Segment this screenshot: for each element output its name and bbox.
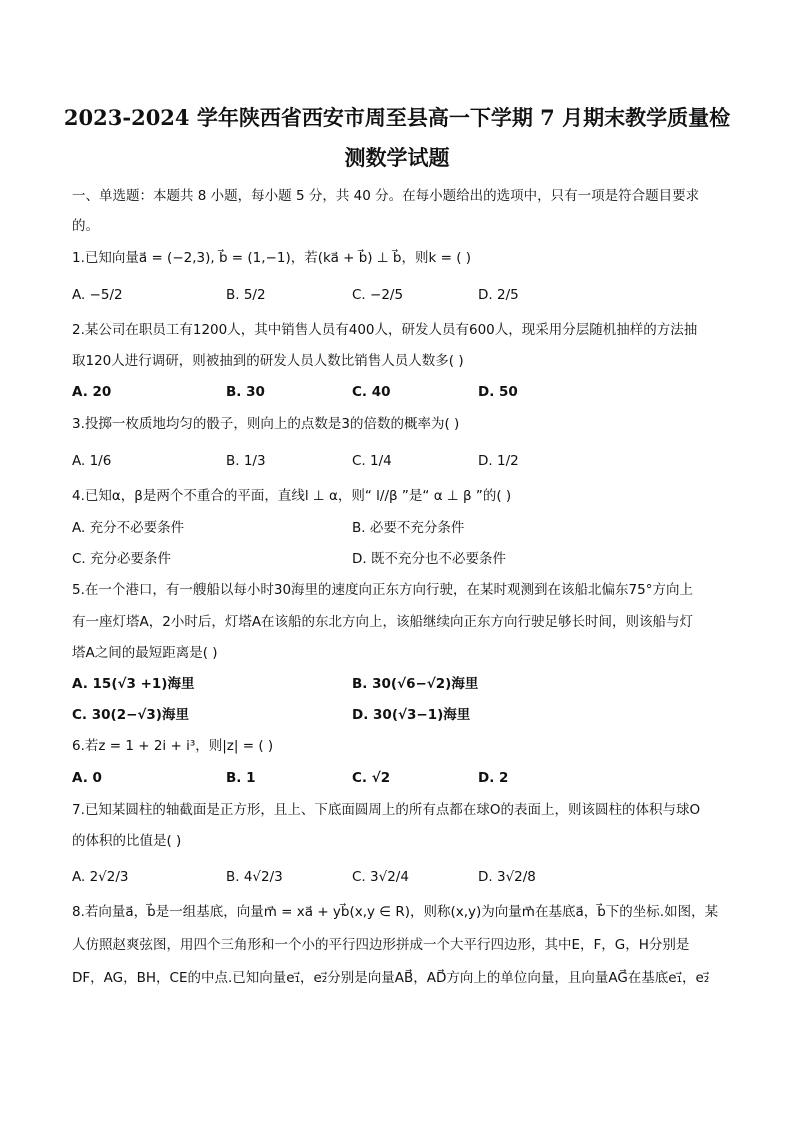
- question-6-option-c: C. √2: [352, 770, 391, 786]
- question-5-option-b: B. 30(√6−√2)海里: [352, 676, 479, 692]
- question-7-option-a: A. 2√2/3: [72, 869, 129, 885]
- question-4-option-b: B. 必要不充分条件: [352, 520, 465, 536]
- exam-title-line-2: 测数学试题: [344, 145, 450, 170]
- question-6-stem: 6.若z = 1 + 2i + i³，则|z| = ( ): [72, 738, 274, 754]
- question-7-stem-line-2: 的体积的比值是( ): [72, 833, 182, 849]
- question-6-option-b: B. 1: [226, 770, 256, 786]
- question-5-option-d: D. 30(√3−1)海里: [352, 707, 471, 723]
- question-2-stem-line-2: 取120人进行调研，则被抽到的研发人员人数比销售人员人数多( ): [72, 353, 464, 369]
- exam-title-line-1: 2023-2024 学年陕西省西安市周至县高一下学期 7 月期末教学质量检: [63, 105, 731, 130]
- question-3-stem: 3.投掷一枚质地均匀的骰子，则向上的点数是3的倍数的概率为( ): [72, 416, 460, 432]
- question-3-option-c: C. 1/4: [352, 453, 392, 469]
- section-instructions-line-2: 的。: [72, 218, 99, 234]
- question-7-option-b: B. 4√2/3: [226, 869, 283, 885]
- question-2-option-a: A. 20: [72, 384, 112, 400]
- question-2-option-d: D. 50: [478, 384, 518, 400]
- question-5-option-a: A. 15(√3 +1)海里: [72, 676, 195, 692]
- question-2-option-b: B. 30: [226, 384, 265, 400]
- question-8-stem-line-1: 8.若向量a⃗，b⃗是一组基底，向量m⃗ = xa⃗ + yb⃗(x,y ∈ R)，则称(x,y)为向量m⃗在基底a⃗，b⃗下的坐标.如图，某: [72, 904, 719, 920]
- question-7-stem-line-1: 7.已知某圆柱的轴截面是正方形，且上、下底面圆周上的所有点都在球O的表面上，则该圆柱的体积与球O: [72, 802, 701, 818]
- question-5-stem-line-1: 5.在一个港口，有一艘船以每小时30海里的速度向正东方向行驶，在某时观测到在该船北偏东75°方向上: [72, 582, 693, 598]
- question-5-option-c: C. 30(2−√3)海里: [72, 707, 189, 723]
- question-5-stem-line-2: 有一座灯塔A，2小时后，灯塔A在该船的东北方向上，该船继续向正东方向行驶足够长时间，则该船与灯: [72, 614, 694, 630]
- question-3-option-b: B. 1/3: [226, 453, 266, 469]
- question-5-stem-line-3: 塔A之间的最短距离是( ): [72, 645, 218, 661]
- question-6-option-a: A. 0: [72, 770, 102, 786]
- question-4-option-c: C. 充分必要条件: [72, 551, 172, 567]
- question-8-stem-line-2: 人仿照赵爽弦图，用四个三角形和一个小的平行四边形拼成一个大平行四边形，其中E，F，G，H分别是: [72, 937, 690, 953]
- question-8-stem-line-3: DF，AG，BH，CE的中点.已知向量e₁⃗，e₂⃗分别是向量AB⃗，AD⃗方向上的单位向量，且向量AG⃗在基底e₁⃗，e₂⃗: [72, 970, 710, 986]
- question-2-option-c: C. 40: [352, 384, 391, 400]
- question-3-option-d: D. 1/2: [478, 453, 519, 469]
- question-7-option-d: D. 3√2/8: [478, 869, 536, 885]
- question-6-option-d: D. 2: [478, 770, 509, 786]
- question-1-option-a: A. −5/2: [72, 287, 123, 303]
- question-7-option-c: C. 3√2/4: [352, 869, 409, 885]
- question-4-stem: 4.已知α，β是两个不重合的平面，直线l ⊥ α，则“ l//β ”是“ α ⊥ β ”的( ): [72, 488, 512, 504]
- question-4-option-d: D. 既不充分也不必要条件: [352, 551, 506, 567]
- question-1-option-c: C. −2/5: [352, 287, 404, 303]
- question-2-stem-line-1: 2.某公司在职员工有1200人，其中销售人员有400人，研发人员有600人，现采用分层随机抽样的方法抽: [72, 322, 698, 338]
- question-1-stem: 1.已知向量a⃗ = (−2,3), b⃗ = (1,−1)，若(ka⃗ + b⃗) ⊥ b⃗，则k = ( ): [72, 250, 472, 266]
- section-instructions-line-1: 一、单选题：本题共 8 小题，每小题 5 分，共 40 分。在每小题给出的选项中，只有一项是符合题目要求: [72, 188, 700, 204]
- question-1-option-b: B. 5/2: [226, 287, 266, 303]
- question-3-option-a: A. 1/6: [72, 453, 112, 469]
- question-1-option-d: D. 2/5: [478, 287, 519, 303]
- question-4-option-a: A. 充分不必要条件: [72, 520, 185, 536]
